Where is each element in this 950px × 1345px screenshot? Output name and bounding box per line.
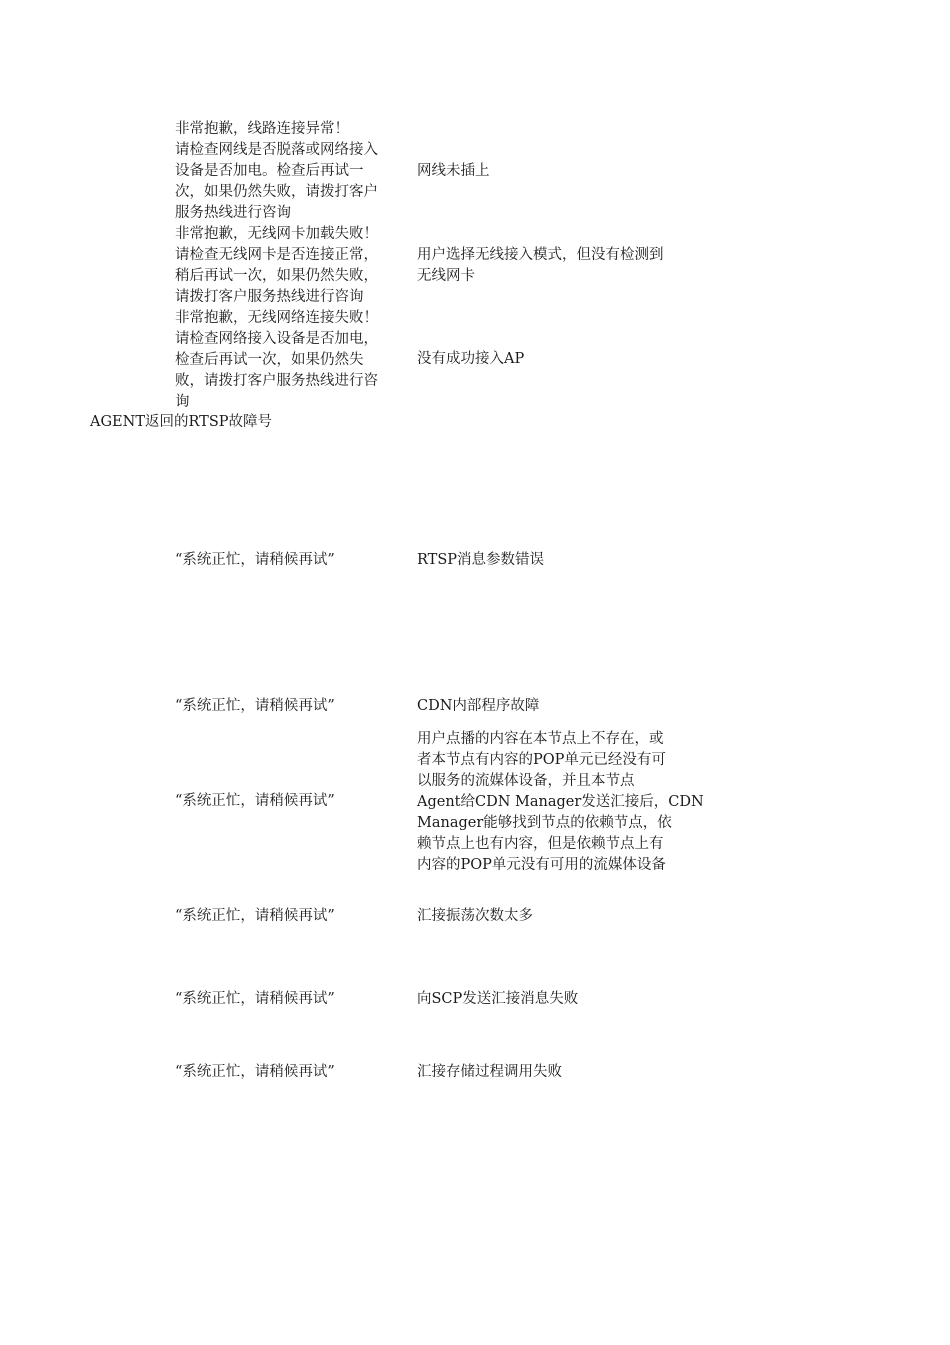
message-line: 非常抱歉，无线网卡加载失败！: [175, 226, 378, 242]
agent-rtsp-heading: AGENT返回的RTSP故障号: [90, 414, 273, 430]
cause-line: 以服务的流媒体设备，并且本节点: [417, 773, 635, 789]
cause-line: Agent给CDN Manager发送汇接后，CDN: [417, 794, 704, 810]
wireless-card-cause: [417, 245, 664, 287]
rtsp-error-message: “系统正忙，请稍候再试”: [175, 552, 335, 568]
cause-line: 用户选择无线接入模式，但没有检测到: [417, 247, 664, 263]
message-line: 设备是否加电。检查后再试一: [175, 163, 364, 179]
rtsp-error-message: “系统正忙，请稍候再试”: [175, 908, 335, 924]
message-line: 稍后再试一次，如果仍然失败，: [175, 268, 378, 284]
cause-line: 内容的POP单元没有可用的流媒体设备: [417, 857, 666, 873]
message-line: 非常抱歉，无线网络连接失败！: [175, 310, 378, 326]
message-line: 非常抱歉，线路连接异常！: [175, 121, 349, 137]
message-line: 次，如果仍然失败，请拨打客户: [175, 184, 378, 200]
wireless-network-message: [175, 308, 378, 413]
message-line: 检查后再试一次，如果仍然失: [175, 352, 364, 368]
message-line: 请检查网络接入设备是否加电，: [175, 331, 378, 347]
cable-message: [175, 119, 378, 224]
wireless-card-message: [175, 224, 378, 308]
message-line: 败，请拨打客户服务热线进行咨: [175, 373, 378, 389]
message-line: 请拨打客户服务热线进行咨询: [175, 289, 364, 305]
cause-line: 赖节点上也有内容，但是依赖节点上有: [417, 836, 664, 852]
rtsp-error-message: “系统正忙，请稍候再试”: [175, 991, 335, 1007]
rtsp-error-message: “系统正忙，请稍候再试”: [175, 1064, 335, 1080]
rtsp-error-cause: RTSP消息参数错误: [417, 552, 545, 568]
cause-line: 者本节点有内容的POP单元已经没有可: [417, 752, 666, 768]
rtsp-error-message: “系统正忙，请稍候再试”: [175, 793, 335, 809]
cause-line: 用户点播的内容在本节点上不存在，或: [417, 731, 664, 747]
message-line: 请检查网线是否脱落或网络接入: [175, 142, 378, 158]
message-line: 询: [175, 394, 190, 410]
rtsp-error-message: “系统正忙，请稍候再试”: [175, 698, 335, 714]
rtsp-error-cause: 向SCP发送汇接消息失败: [417, 991, 579, 1007]
cable-cause: 网线未插上: [417, 163, 490, 179]
message-line: 请检查无线网卡是否连接正常，: [175, 247, 378, 263]
cause-line: Manager能够找到节点的依赖节点，依: [417, 815, 672, 831]
cause-line: 无线网卡: [417, 268, 475, 284]
rtsp-error-cause: [417, 729, 704, 876]
message-line: 服务热线进行咨询: [175, 205, 291, 221]
rtsp-error-cause: 汇接振荡次数太多: [417, 908, 533, 924]
wireless-network-cause: 没有成功接入AP: [417, 351, 525, 367]
rtsp-error-cause: CDN内部程序故障: [417, 698, 540, 714]
rtsp-error-cause: 汇接存储过程调用失败: [417, 1064, 562, 1080]
